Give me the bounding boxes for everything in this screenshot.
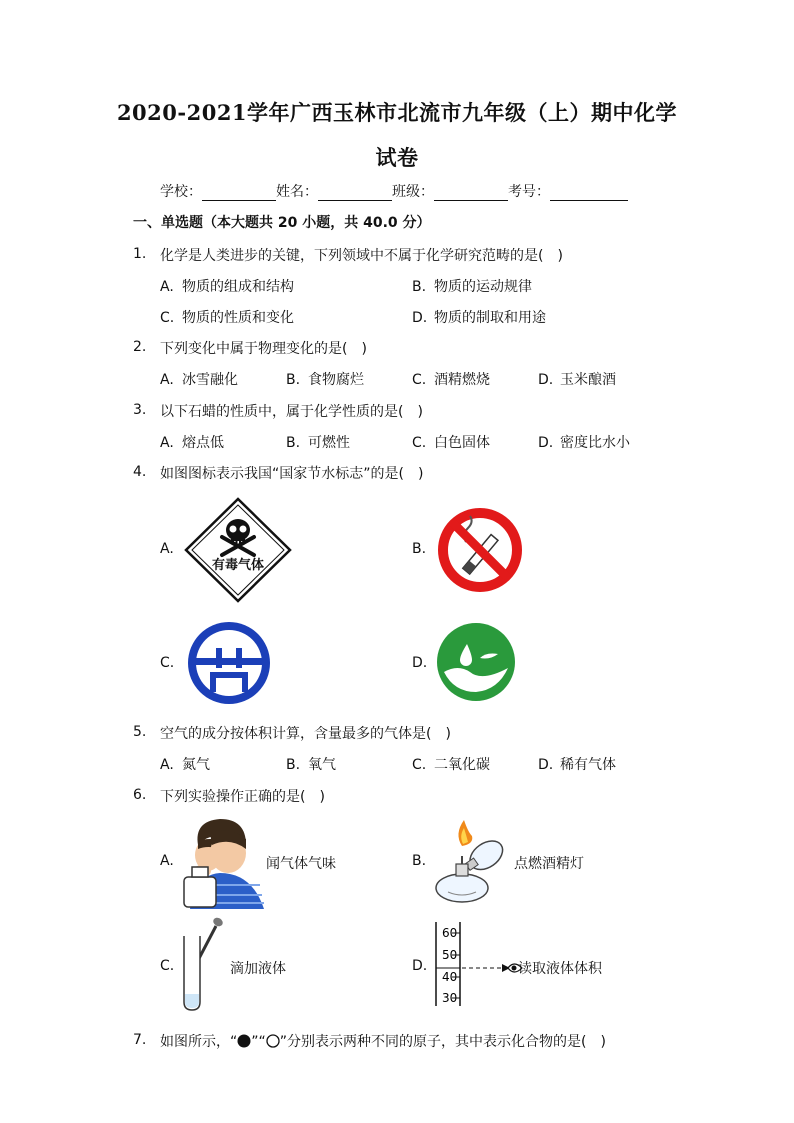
lighting-alcohol-lamp-icon: [432, 816, 514, 906]
option-caption: 点燃酒精灯: [514, 856, 584, 872]
class-blank: [434, 186, 508, 201]
question-text: 空气的成分按体积计算，含量最多的气体是( ): [160, 726, 451, 742]
option-letter: C.: [160, 655, 175, 671]
option: A. 冰雪融化: [160, 372, 238, 388]
scale-label: 60: [442, 926, 458, 940]
class-label: 班级：: [392, 184, 434, 200]
option: D. 物质的制取和用途: [412, 310, 546, 326]
question-text: 化学是人类进步的关键，下列领域中不属于化学研究范畴的是( ): [160, 248, 563, 264]
question-number: 4.: [133, 464, 147, 480]
option: D. 密度比水小: [538, 435, 630, 451]
option-caption: 读取液体体积: [518, 961, 602, 977]
scale-label: 50: [442, 948, 458, 962]
option: B. 物质的运动规律: [412, 279, 532, 295]
option-caption: 闻气体气味: [266, 856, 336, 872]
exam-no-blank: [550, 186, 628, 201]
option: D. 玉米酿酒: [538, 372, 616, 388]
option-letter: B.: [412, 853, 427, 869]
solid-atom-icon: [237, 1034, 251, 1048]
option-letter: C.: [160, 958, 175, 974]
question-text: 下列变化中属于物理变化的是( ): [160, 341, 367, 357]
sign-label: 有毒气体: [211, 558, 265, 573]
option: A. 熔点低: [160, 435, 224, 451]
option: B. 氧气: [286, 757, 336, 773]
section-heading: 一、单选题（本大题共 20 小题，共 40.0 分）: [133, 215, 431, 231]
energy-saving-sign-icon: [186, 620, 272, 706]
exam-title-line2: 试卷: [375, 145, 419, 170]
question-number: 6.: [133, 787, 147, 803]
option-letter: D.: [412, 958, 428, 974]
question-number: 7.: [133, 1032, 147, 1048]
scale-label: 30: [442, 991, 458, 1005]
scale-label: 40: [442, 970, 458, 984]
option: B. 食物腐烂: [286, 372, 364, 388]
question-text: 以下石蜡的性质中，属于化学性质的是( ): [160, 404, 423, 420]
option: A. 氮气: [160, 757, 210, 773]
school-label: 学校：: [160, 184, 202, 200]
option-caption: 滴加液体: [230, 961, 286, 977]
name-blank: [318, 186, 392, 201]
question-number: 1.: [133, 246, 147, 262]
dropper-test-tube-icon: [180, 916, 226, 1012]
option-letter: B.: [412, 541, 427, 557]
question-number: 5.: [133, 724, 147, 740]
option: C. 物质的性质和变化: [160, 310, 294, 326]
smelling-gas-icon: [180, 815, 266, 909]
question-number: 3.: [133, 402, 147, 418]
toxic-gas-sign-icon: [184, 497, 292, 603]
option-letter: A.: [160, 853, 174, 869]
school-blank: [202, 186, 276, 201]
water-saving-sign-icon: [436, 622, 516, 702]
option: C. 酒精燃烧: [412, 372, 490, 388]
no-smoking-sign-icon: [436, 506, 524, 594]
hollow-atom-icon: [266, 1034, 280, 1048]
question-text: 如图图标表示我国“国家节水标志”的是( ): [160, 466, 424, 482]
option-letter: A.: [160, 541, 174, 557]
option: C. 白色固体: [412, 435, 490, 451]
student-info-line: [160, 181, 628, 201]
option: C. 二氧化碳: [412, 757, 490, 773]
exam-no-label: 考号：: [508, 184, 550, 200]
question-number: 2.: [133, 339, 147, 355]
option: D. 稀有气体: [538, 757, 616, 773]
question-text: 下列实验操作正确的是( ): [160, 789, 325, 805]
exam-title-line1: 2020-2021学年广西玉林市北流市九年级（上）期中化学: [116, 100, 678, 125]
graduated-cylinder-icon: [432, 920, 524, 1008]
option: A. 物质的组成和结构: [160, 279, 294, 295]
question-text: 如图所示，“ ”“ ”分别表示两种不同的原子，其中表示化合物的是( ): [160, 1034, 606, 1050]
option-letter: D.: [412, 655, 428, 671]
name-label: 姓名：: [276, 184, 318, 200]
option: B. 可燃性: [286, 435, 350, 451]
